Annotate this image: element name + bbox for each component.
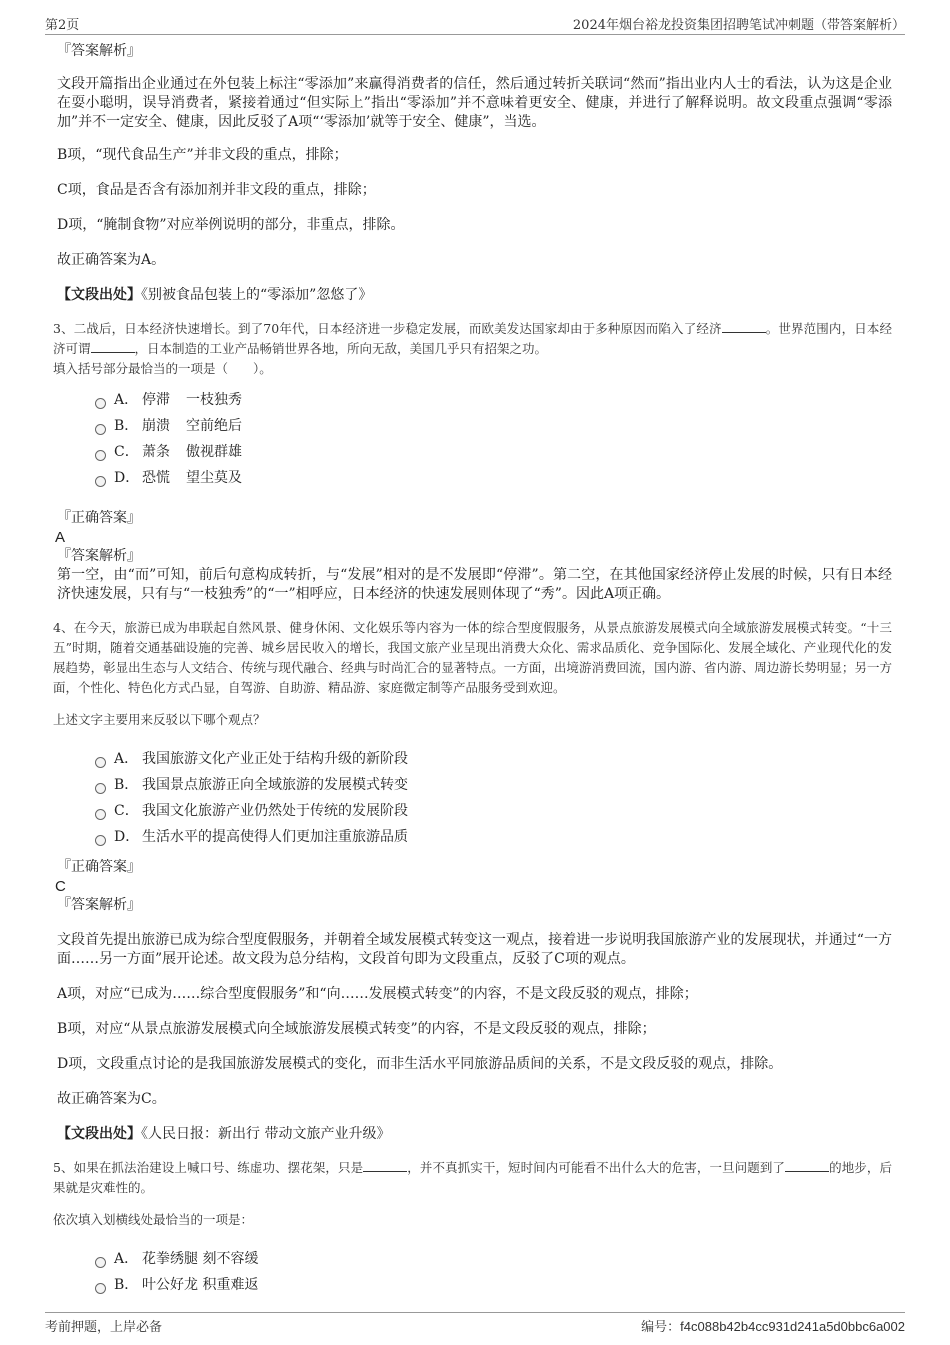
- answer-block: [57, 509, 892, 604]
- question-prompt: 上述文字主要用来反驳以下哪个观点？: [53, 712, 266, 727]
- fill-blank: [785, 1159, 829, 1172]
- analysis-option-b: B项，“现代食品生产”并非文段的重点，排除；: [57, 147, 348, 163]
- analysis-option-d: D项，文段重点讨论的是我国旅游发展模式的变化，而非生活水平同旅游品质间的关系，不是文段反驳的观点，排除。: [57, 1056, 783, 1072]
- radio-icon[interactable]: [95, 476, 106, 487]
- page-header: [45, 14, 905, 35]
- source-text: 《别被食品包装上的“零添加”忽悠了》: [141, 287, 373, 303]
- correct-answer-label: 『正确答案』: [57, 510, 141, 526]
- question-prompt: 填入括号部分最恰当的一项是（ ）。: [53, 361, 272, 376]
- answer-block: [57, 858, 892, 915]
- question-stem: 5、如果在抓法治建设上喊口号、练虚功、摆花架，只是 ，并不真抓实干，短时间内可能看不出什么大的危害，一旦问题到了 的地步，后果就是灾难性的。: [53, 1160, 892, 1195]
- analysis-conclusion: 故正确答案为C。: [57, 1091, 166, 1107]
- option-list: [95, 746, 892, 850]
- fill-blank: [363, 1159, 407, 1172]
- source-citation: [57, 1125, 892, 1144]
- correct-answer: C: [55, 878, 66, 895]
- option-b[interactable]: B． 叶公好龙 积重难返: [95, 1272, 892, 1298]
- page-footer: [45, 1312, 905, 1336]
- option-a[interactable]: A． 花拳绣腿 刻不容缓: [95, 1246, 892, 1272]
- radio-icon[interactable]: [95, 835, 106, 846]
- radio-icon[interactable]: [95, 424, 106, 435]
- option-a[interactable]: A． 停滞 一枝独秀: [95, 387, 892, 413]
- analysis-option-d: D项，“腌制食物”对应举例说明的部分，非重点，排除。: [57, 217, 405, 233]
- radio-icon[interactable]: [95, 757, 106, 768]
- option-list: [95, 1246, 892, 1298]
- answer-analysis-label: 『答案解析』: [57, 43, 141, 59]
- document-title: 2024年烟台裕龙投资集团招聘笔试冲刺题（带答案解析）: [572, 18, 905, 33]
- correct-answer: A: [55, 529, 66, 546]
- radio-icon[interactable]: [95, 1257, 106, 1268]
- option-b[interactable]: B． 我国景点旅游正向全域旅游的发展模式转变: [95, 772, 892, 798]
- analysis-option-a: A项，对应“已成为……综合型度假服务”和“向……发展模式转变”的内容，不是文段反驳的观点，排除；: [57, 986, 698, 1002]
- fill-blank: [722, 320, 766, 333]
- radio-icon[interactable]: [95, 398, 106, 409]
- option-d[interactable]: D． 恐慌 望尘莫及: [95, 465, 892, 491]
- option-a[interactable]: A． 我国旅游文化产业正处于结构升级的新阶段: [95, 746, 892, 772]
- option-list: [95, 387, 892, 491]
- radio-icon[interactable]: [95, 809, 106, 820]
- option-c[interactable]: C． 我国文化旅游产业仍然处于传统的发展阶段: [95, 798, 892, 824]
- answer-analysis-label: 『答案解析』: [57, 897, 141, 913]
- source-label: 【文段出处】: [57, 1126, 141, 1142]
- question-stem: 4、在今天，旅游已成为串联起自然风景、健身休闲、文化娱乐等内容为一体的综合型度假服务，从景点旅游发展模式向全域旅游发展模式转变。“十三五”时期，随着交通基础设施的完善、城乡居民收入的增长，我国文旅产业呈现出消费大众化、需求品质化、竞争国际化、发展全域化、产业现代化的发展趋势，彰显出生态与人文结合、传统与现代融合、经典与时尚汇合的显著特点。一方面，出境游消费回流，国内游、省内游、周边游长势明显；另一方面，个性化、特色化方式凸显，自驾游、自助游、精品游、家庭微定制等产品服务受到欢迎。: [53, 620, 892, 695]
- page-content: [53, 42, 892, 1312]
- analysis-paragraph: 第一空，由“而”可知，前后句意构成转折，与“发展”相对的是不发展即“停滞”。第二空，在其他国家经济停止发展的时候，只有日本经济快速发展，只有与“一枝独秀”的“一”相呼应，日本经济的快速发展则体现了“秀”。因此A项正确。: [57, 567, 892, 602]
- question-stem: 3、二战后，日本经济快速增长。到了70年代，日本经济进一步稳定发展，而欧美发达国家却由于多种原因而陷入了经济 。世界范围内，日本经济可谓 ，日本制造的工业产品畅销世界各地，所向无敌，美国几乎只有招架之功。: [53, 321, 892, 356]
- analysis-option-b: B项，对应“从景点旅游发展模式向全域旅游发展模式转变”的内容，不是文段反驳的观点，排除；: [57, 1021, 656, 1037]
- answer-analysis-label: 『答案解析』: [57, 548, 141, 564]
- analysis-paragraph: 文段开篇指出企业通过在外包装上标注“零添加”来赢得消费者的信任，然后通过转折关联词“然而”指出业内人士的看法，认为这是企业在耍小聪明，误导消费者，紧接着通过“但实际上”指出“零添加”并不意味着更安全、健康，并进行了解释说明。故文段重点强调“零添加”并不一定安全、健康，因此反驳了A项“‘零添加’就等于安全、健康”，当选。: [57, 76, 892, 130]
- document-code: 编号：f4c088b42b4cc931d241a5d0bbc6a002: [641, 1319, 905, 1334]
- radio-icon[interactable]: [95, 783, 106, 794]
- option-d[interactable]: D． 生活水平的提高使得人们更加注重旅游品质: [95, 824, 892, 850]
- option-c[interactable]: C． 萧条 傲视群雄: [95, 439, 892, 465]
- fill-blank: [91, 340, 135, 353]
- footer-slogan: 考前押题，上岸必备: [45, 1320, 163, 1335]
- page-number: 第2页: [45, 18, 80, 33]
- question-prompt: 依次填入划横线处最恰当的一项是：: [53, 1212, 254, 1227]
- source-label: 【文段出处】: [57, 287, 141, 303]
- source-text: 《人民日报：新出行 带动文旅产业升级》: [141, 1126, 391, 1142]
- analysis-conclusion: 故正确答案为A。: [57, 252, 166, 268]
- option-b[interactable]: B． 崩溃 空前绝后: [95, 413, 892, 439]
- analysis-option-c: C项，食品是否含有添加剂并非文段的重点，排除；: [57, 182, 376, 198]
- radio-icon[interactable]: [95, 1283, 106, 1294]
- source-citation: [57, 286, 892, 305]
- correct-answer-label: 『正确答案』: [57, 859, 141, 875]
- radio-icon[interactable]: [95, 450, 106, 461]
- analysis-paragraph: 文段首先提出旅游已成为综合型度假服务，并朝着全域发展模式转变这一观点，接着进一步说明我国旅游产业的发展现状，并通过“一方面……另一方面”展开论述。故文段为总分结构，文段首句即为文段重点，反驳了C项的观点。: [57, 932, 892, 967]
